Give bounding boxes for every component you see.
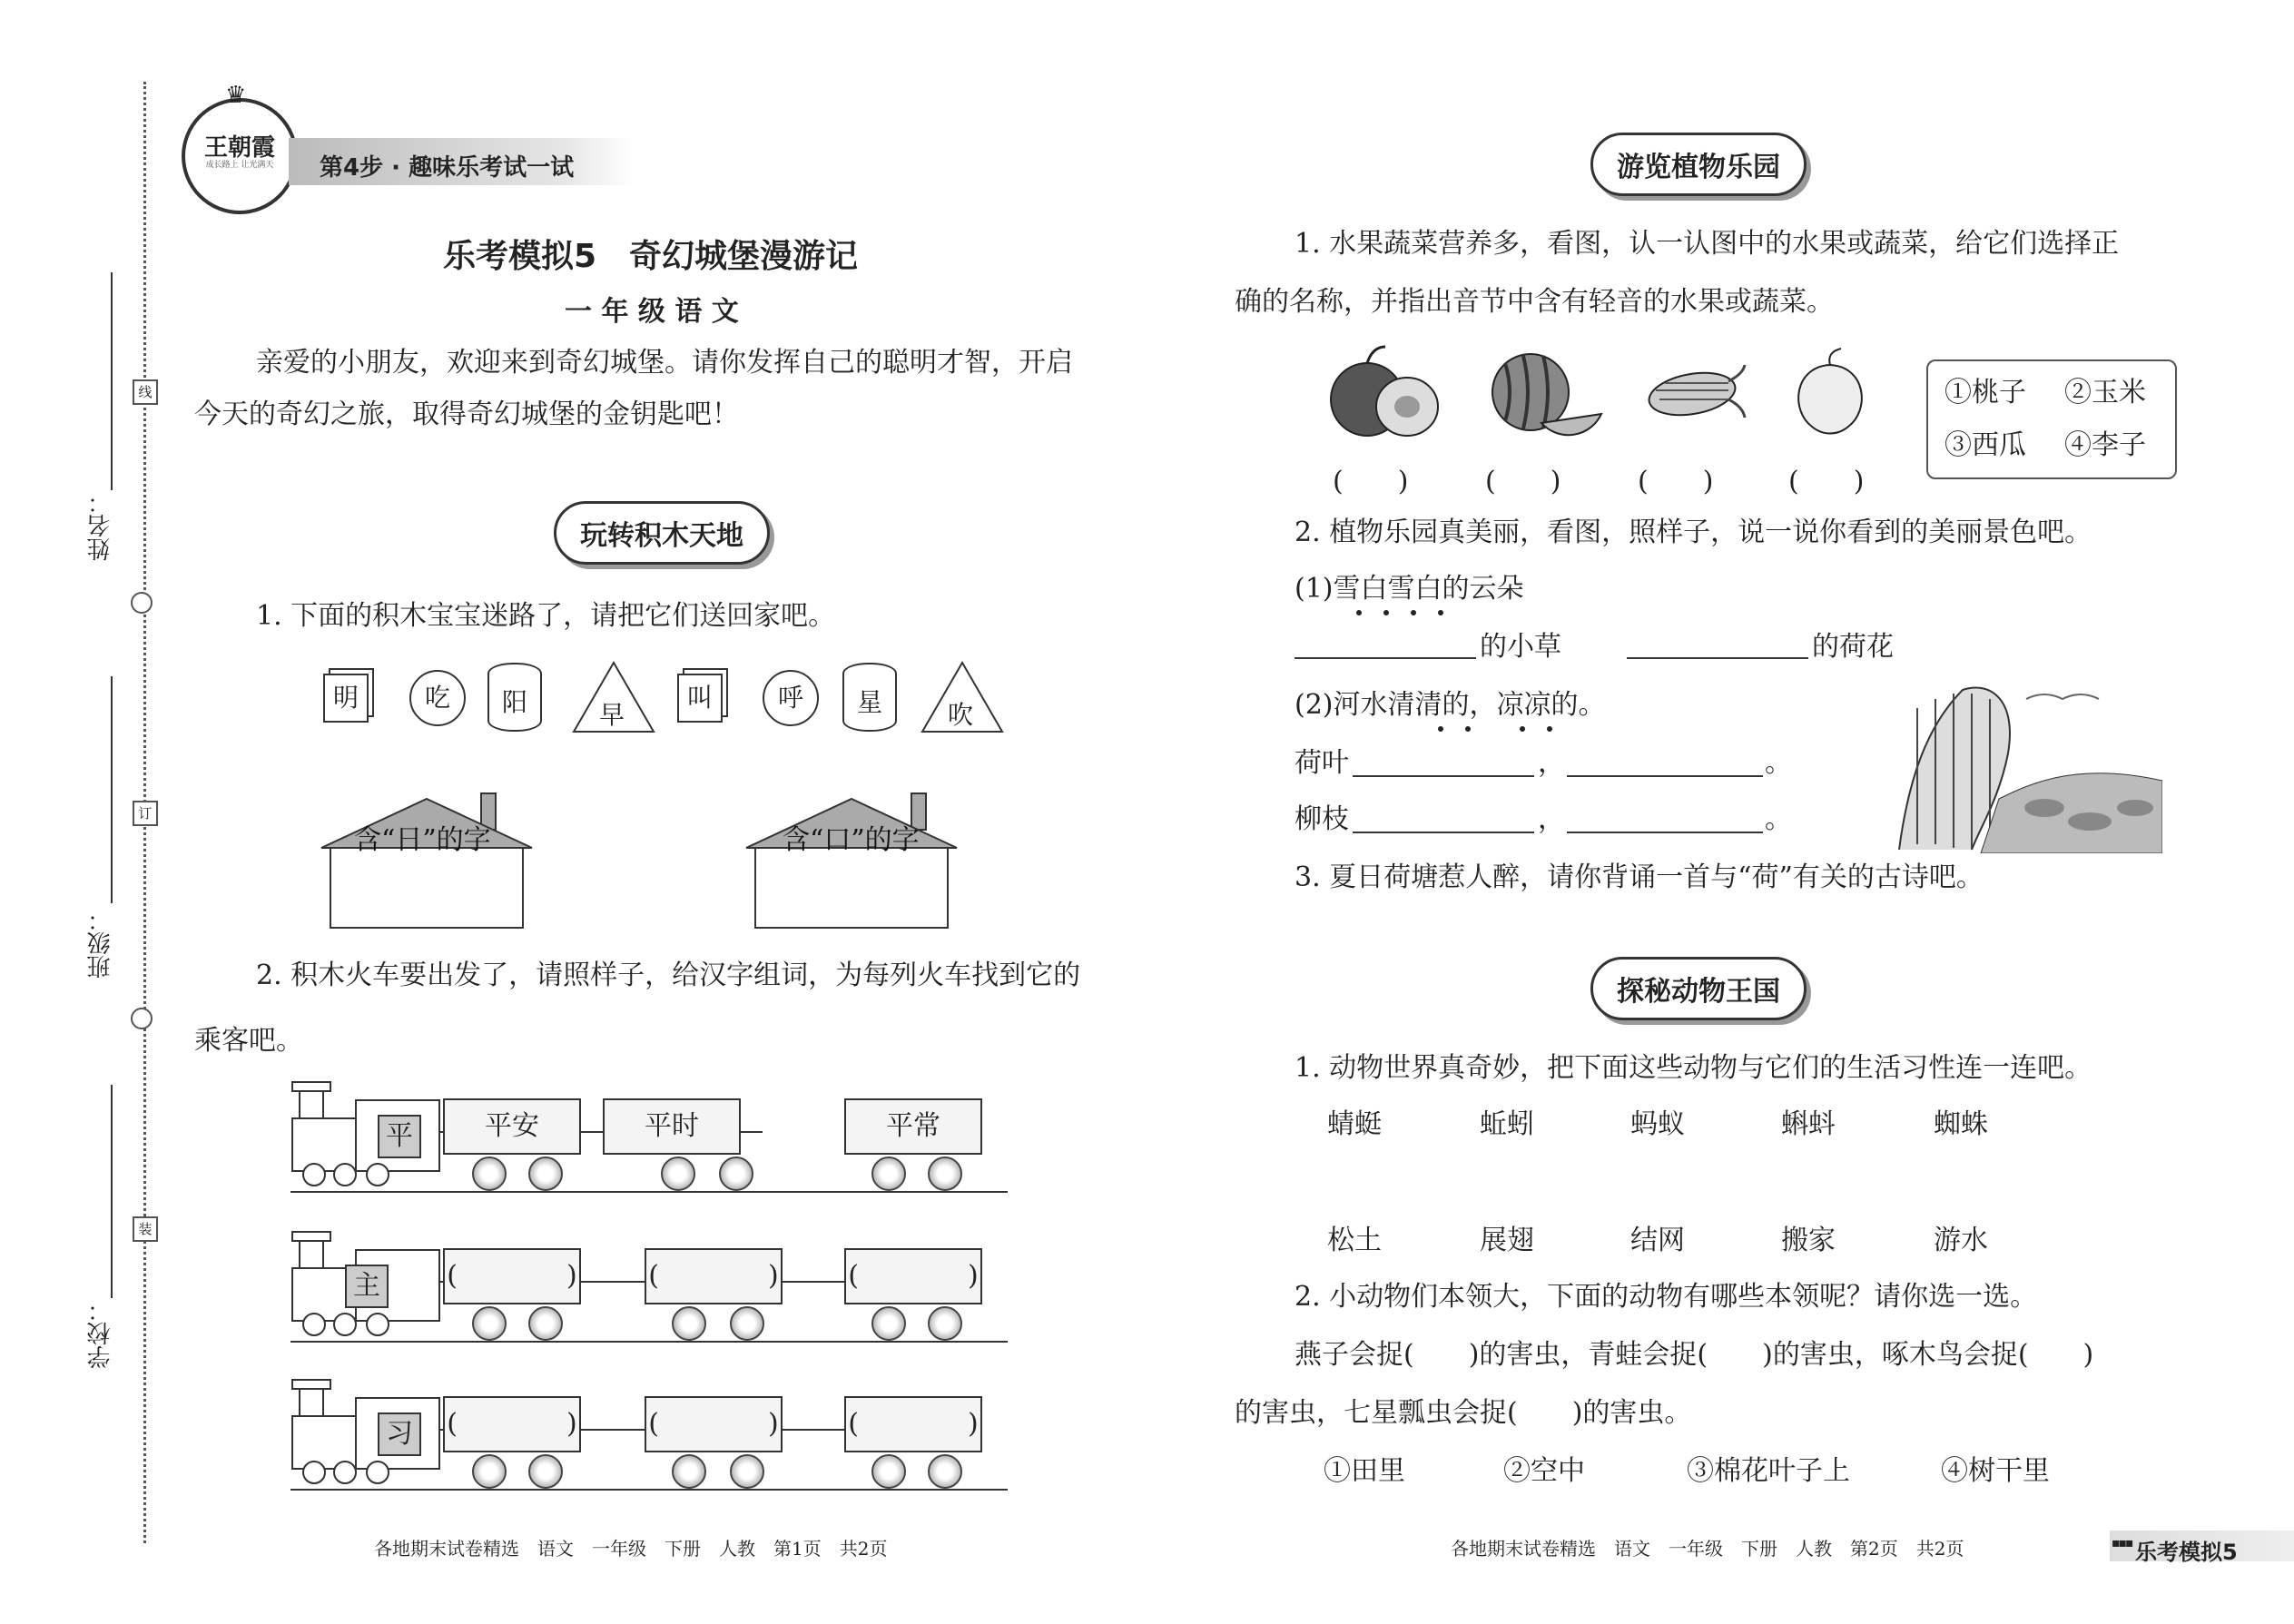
leaf-blank-1[interactable] [1353,775,1534,777]
house-ri-label: 含“日”的字 [354,824,491,856]
block-char: 吃 [424,683,450,713]
binding-mark-ding: 订 [133,801,158,826]
binding-mark-xian: 线 [133,379,158,405]
wheel [871,1454,906,1489]
train-car: 平常 [844,1098,982,1155]
block-char: 早 [599,700,625,730]
crown-icon: ♛ [225,82,247,109]
wheel [672,1454,706,1489]
train-car-blank[interactable]: ( ) [844,1396,982,1452]
option-watermelon: ③西瓜 [1944,429,2026,461]
logo-motto: 成长路上 让光满天 [205,161,274,170]
step-banner [289,138,634,185]
choice-field: ①田里 [1324,1455,1405,1487]
emphasis-dot [1438,726,1443,732]
habit-move-home[interactable]: 搬家 [1781,1225,1836,1256]
train-car-blank[interactable]: ( ) [844,1248,982,1304]
wheel [928,1306,962,1341]
house-kou [743,792,960,930]
intro-line-2: 今天的奇幻之旅，取得奇幻城堡的金钥匙吧！ [194,399,739,430]
train-engine-char: 平 [378,1115,421,1158]
train-car: 平时 [603,1098,741,1155]
coupler [579,1429,645,1431]
emphasis-dot [1465,726,1471,732]
animal-earthworm[interactable]: 蚯蚓 [1480,1108,1534,1140]
choice-sky: ②空中 [1503,1455,1585,1487]
house-ri [318,792,536,930]
track [290,1341,1008,1343]
grass-blank[interactable] [1295,657,1476,659]
corn-icon [1638,354,1747,436]
coupler [439,1281,445,1283]
emphasis-dot [1520,726,1525,732]
willow-pond-illustration [1863,672,2162,853]
binding-mark-zhuang: 装 [133,1216,158,1242]
plant-q1-line-2: 确的名称，并指出音节中含有轻音的水果或蔬菜。 [1235,286,1834,318]
coupler [739,1131,763,1133]
cylinder-block[interactable] [487,663,542,732]
animal-q2-line-2: 的害虫，七星瓢虫会捉( )的害虫。 [1235,1397,1692,1429]
coupler [579,1281,645,1283]
track [290,1489,1008,1491]
coupler [781,1429,844,1431]
leaf-blank-2[interactable] [1567,775,1763,777]
block-char: 阳 [501,687,527,717]
choice-cotton-leaves: ③棉花叶子上 [1687,1455,1850,1487]
fruit-answer-4[interactable]: ( ) [1788,466,1865,497]
coupler [781,1281,844,1283]
train-car-blank[interactable]: ( ) [443,1248,581,1304]
emphasis-dot [1411,610,1416,615]
lotus-blank[interactable] [1627,657,1808,659]
question-2-line-1: 2. 积木火车要出发了，请照样子，给汉字组词，为每列火车找到它的 [256,960,1081,991]
train-engine-char: 主 [345,1265,389,1308]
block-char: 星 [856,687,882,717]
option-plum: ④李子 [2064,429,2146,461]
binding-hole-1 [131,592,153,614]
habit-spread-wings[interactable]: 展翅 [1480,1225,1534,1256]
wheel [928,1156,962,1191]
track [290,1191,1008,1193]
class-label: 班级： [87,908,114,979]
question-1-blocks: 1. 下面的积木宝宝迷路了，请把它们送回家吧。 [256,600,836,632]
habit-loosen-soil[interactable]: 松土 [1327,1225,1382,1256]
willow-blank-1[interactable] [1353,832,1534,833]
choice-tree-trunk: ④树干里 [1941,1455,2050,1487]
name-label: 姓名： [87,490,114,561]
section-badge-animals: 探秘动物王国 [1590,957,1807,1020]
cube-block[interactable] [677,674,723,723]
logo-text: 王朝霞 [203,134,275,162]
wheel [672,1306,706,1341]
sphere-block[interactable] [409,670,466,726]
footer-left: 各地期末试卷精选 语文 一年级 下册 人教 第1页 共2页 [374,1538,888,1560]
class-field[interactable] [111,676,113,903]
wheel [472,1306,507,1341]
fruit-answer-3[interactable]: ( ) [1638,466,1714,497]
plant-q2-example-1: (1)雪白雪白的云朵 [1295,573,1524,605]
plant-q1-line-1: 1. 水果蔬菜营养多，看图，认一认图中的水果或蔬菜，给它们选择正 [1295,228,2120,260]
section-badge-blocks: 玩转积木天地 [554,501,770,565]
cube-block[interactable] [323,674,369,723]
brand-logo [182,82,298,214]
wheel [472,1454,507,1489]
train-engine-char: 习 [378,1412,421,1456]
binding-hole-2 [131,1008,153,1029]
leaf-comma: ， [1538,747,1565,779]
corner-tab-stripes: ▪▪▪ [2112,1536,2132,1550]
page-title: 乐考模拟5 奇幻城堡漫游记 [443,238,859,275]
section-badge-plants: 游览植物乐园 [1590,133,1807,196]
intro-line-1: 亲爱的小朋友，欢迎来到奇幻城堡。请你发挥自己的聪明才智，开启 [256,347,1073,379]
option-peach: ①桃子 [1944,377,2026,408]
wheel [528,1156,563,1191]
peach-icon [1785,347,1876,441]
wheel [472,1156,507,1191]
plant-q3: 3. 夏日荷塘惹人醉，请你背诵一首与“荷”有关的古诗吧。 [1295,861,1984,893]
plant-q2: 2. 植物乐园真美丽，看图，照样子，说一说你看到的美丽景色吧。 [1295,517,2092,548]
emphasis-dot [1547,726,1552,732]
animal-tadpole[interactable]: 蝌蚪 [1781,1108,1836,1140]
cylinder-block[interactable] [842,663,897,732]
name-field[interactable] [111,272,113,490]
train-car-blank[interactable]: ( ) [645,1248,783,1304]
locomotive-icon [290,1378,445,1485]
coupler [439,1429,445,1431]
block-char: 叫 [686,683,713,713]
wheel [661,1156,695,1191]
leaf-period: 。 [1765,747,1792,779]
animal-q2-line-1: 燕子会捉( )的害虫，青蛙会捉( )的害虫，啄木鸟会捉( ) [1295,1339,2094,1371]
train-3 [290,1378,1008,1496]
sphere-block[interactable] [763,670,819,726]
locomotive-icon [290,1080,445,1187]
wheel [528,1306,563,1341]
habit-swim[interactable]: 游水 [1934,1225,1988,1256]
train-car: 平安 [443,1098,581,1155]
block-char: 呼 [777,683,803,713]
train-1 [290,1080,1008,1198]
school-label: 学校： [87,1298,114,1369]
train-car-blank[interactable]: ( ) [443,1396,581,1452]
animal-ant[interactable]: 蚂蚁 [1630,1108,1685,1140]
animal-spider[interactable]: 蜘蛛 [1934,1108,1988,1140]
page-subtitle: 一 年 级 语 文 [565,296,739,328]
willow-period: 。 [1765,803,1792,835]
watermelon-icon [1487,345,1605,445]
wheel [871,1156,906,1191]
emphasis-dot [1438,610,1443,615]
footer-right: 各地期末试卷精选 语文 一年级 下册 人教 第2页 共2页 [1451,1538,1964,1560]
fruit-answer-2[interactable]: ( ) [1485,466,1561,497]
wheel [528,1454,563,1489]
grass-text: 的小草 [1480,631,1561,663]
wheel [871,1306,906,1341]
emphasis-dot [1356,610,1362,615]
emphasis-dot [1383,610,1389,615]
step-text: 第4步 · 趣味乐考试一试 [320,154,575,182]
corner-tab-text: 乐考模拟5 [2135,1540,2238,1565]
habit-spin-web[interactable]: 结网 [1630,1225,1685,1256]
plant-q2-example-2: (2)河水清清的，凉凉的。 [1295,689,1606,721]
lotus-text: 的荷花 [1812,631,1894,663]
willow-comma: ， [1538,803,1565,835]
fruit-answer-1[interactable]: ( ) [1333,466,1409,497]
train-car-blank[interactable]: ( ) [645,1396,783,1452]
wheel [928,1454,962,1489]
train-2 [290,1230,1008,1348]
wheel [730,1306,764,1341]
animal-dragonfly[interactable]: 蜻蜓 [1327,1108,1382,1140]
animal-q2: 2. 小动物们本领大，下面的动物有哪些本领呢？请你选一选。 [1295,1281,2038,1313]
school-field[interactable] [111,1085,113,1298]
question-2-line-2: 乘客吧。 [194,1025,303,1057]
option-corn: ②玉米 [2064,377,2146,408]
block-char: 明 [332,683,359,713]
coupler [579,1131,603,1133]
willow-label: 柳枝 [1295,803,1349,835]
animal-q1: 1. 动物世界真奇妙，把下面这些动物与它们的生活习性连一连吧。 [1295,1052,2092,1084]
wheel [730,1454,764,1489]
corner-tab [2110,1530,2294,1565]
willow-blank-2[interactable] [1567,832,1763,833]
house-kou-label: 含“口”的字 [783,824,920,856]
wheel [719,1156,753,1191]
block-char: 吹 [948,700,974,730]
plum-icon [1324,343,1442,443]
leaf-label: 荷叶 [1295,747,1349,779]
